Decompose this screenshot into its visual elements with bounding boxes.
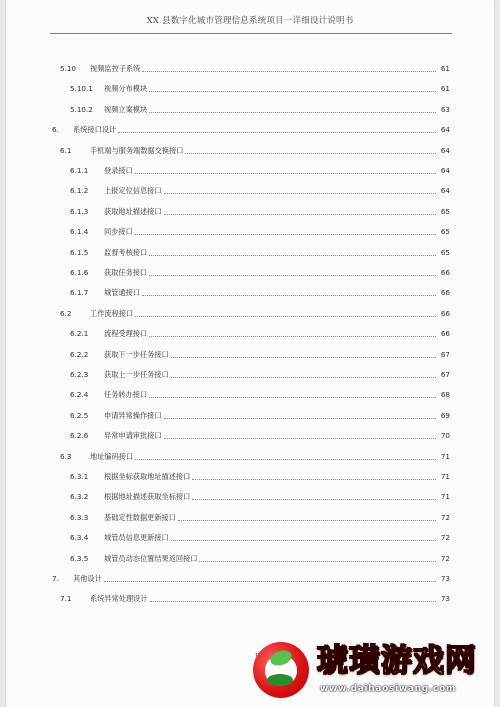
toc-entry-number: 5.10 bbox=[60, 64, 77, 73]
toc-entry-title: 城管通接口 bbox=[104, 288, 140, 298]
toc-entry-number: 6.2.4 bbox=[70, 390, 89, 400]
toc-leader-dots bbox=[192, 499, 436, 500]
toc-entry-number: 6.1.1 bbox=[70, 166, 89, 175]
watermark-url: www.daihaosiwang.com bbox=[320, 684, 457, 694]
toc-entry[interactable] bbox=[6, 166, 494, 180]
toc-entry[interactable] bbox=[6, 513, 494, 527]
toc-entry-page: 63 bbox=[440, 104, 450, 114]
toc-leader-dots bbox=[164, 214, 436, 215]
toc-entry[interactable] bbox=[6, 227, 494, 241]
toc-entry-number: 6.1.2 bbox=[70, 186, 89, 196]
toc-entry-number: 6.3.4 bbox=[70, 533, 89, 543]
page-header: XX 县数字化城市管理信息系统项目一详细设计说明书 bbox=[146, 16, 354, 26]
site-watermark bbox=[253, 642, 493, 704]
toc-entry-page: 66 bbox=[440, 288, 450, 298]
toc-entry-number: 6.2.3 bbox=[70, 370, 89, 379]
toc-entry-number: 5.10.2 bbox=[70, 104, 93, 114]
toc-entry-number: 6.2.6 bbox=[70, 431, 89, 441]
toc-leader-dots bbox=[164, 418, 436, 419]
watermark-logo-icon bbox=[253, 642, 309, 698]
toc-entry-page: 73 bbox=[440, 574, 450, 583]
toc-leader-dots bbox=[178, 520, 436, 521]
toc-entry-page: 61 bbox=[440, 64, 450, 73]
toc-entry-page: 67 bbox=[440, 349, 450, 359]
toc-entry-page: 67 bbox=[440, 370, 450, 379]
toc-entry[interactable] bbox=[6, 309, 494, 323]
toc-entry[interactable] bbox=[6, 329, 494, 343]
toc-entry-title: 根据坐标获取地址描述接口 bbox=[104, 472, 191, 481]
toc-entry-title: 获取上一步任务接口 bbox=[104, 370, 169, 379]
toc-entry[interactable] bbox=[6, 350, 494, 364]
toc-entry-page: 66 bbox=[440, 268, 450, 277]
toc-entry[interactable] bbox=[6, 452, 494, 466]
toc-entry-page: 64 bbox=[440, 145, 450, 155]
toc-entry[interactable] bbox=[6, 370, 494, 384]
toc-entry[interactable] bbox=[6, 554, 494, 568]
toc-entry-title: 获取地址描述接口 bbox=[104, 206, 162, 216]
toc-entry-title: 根据地址描述获取坐标接口 bbox=[104, 492, 191, 502]
toc-entry-title: 视频监控子系统 bbox=[90, 64, 141, 73]
toc-entry-number: 6.2.2 bbox=[70, 349, 89, 359]
toc-entry-number: 6.1.4 bbox=[70, 227, 89, 237]
toc-entry-page: 65 bbox=[440, 247, 450, 257]
toc-entry-page: 71 bbox=[440, 492, 450, 502]
toc-entry[interactable] bbox=[6, 431, 494, 445]
toc-leader-dots bbox=[142, 71, 436, 72]
toc-entry-number: 6.1.5 bbox=[70, 247, 89, 257]
toc-entry-page: 71 bbox=[440, 451, 450, 461]
toc-leader-dots bbox=[150, 601, 436, 602]
toc-entry-title: 登录接口 bbox=[104, 166, 133, 175]
toc-entry-title: 上报定位信息接口 bbox=[104, 186, 162, 196]
toc-entry-page: 65 bbox=[440, 227, 450, 237]
toc-entry-title: 工作流程接口 bbox=[90, 308, 134, 318]
toc-entry[interactable] bbox=[6, 105, 494, 119]
document-page bbox=[6, 0, 494, 707]
toc-leader-dots bbox=[192, 479, 436, 480]
toc-entry-title: 流程受理接口 bbox=[104, 329, 148, 339]
toc-entry-page: 71 bbox=[440, 472, 450, 481]
toc-entry[interactable] bbox=[6, 146, 494, 160]
toc-entry-title: 视频立案模块 bbox=[104, 104, 148, 114]
toc-entry-number: 6.3.5 bbox=[70, 553, 89, 563]
toc-leader-dots bbox=[171, 377, 436, 378]
toc-entry-number: 6.3.3 bbox=[70, 512, 89, 522]
toc-entry-page: 66 bbox=[440, 308, 450, 318]
toc-entry-title: 监督考核接口 bbox=[104, 247, 148, 257]
toc-entry-title: 视频分布模块 bbox=[104, 84, 148, 94]
toc-entry-page: 65 bbox=[440, 206, 450, 216]
toc-entry-number: 6.3 bbox=[60, 451, 72, 461]
toc-entry-title: 其他设计 bbox=[73, 574, 102, 583]
toc-entry[interactable] bbox=[6, 248, 494, 262]
toc-leader-dots bbox=[142, 295, 436, 296]
toc-leader-dots bbox=[135, 173, 436, 174]
toc-entry[interactable] bbox=[6, 594, 494, 608]
toc-entry-number: 6.3.2 bbox=[70, 492, 89, 502]
toc-leader-dots bbox=[164, 193, 436, 194]
toc-entry-page: 68 bbox=[440, 390, 450, 400]
toc-leader-dots bbox=[135, 459, 436, 460]
toc-entry[interactable] bbox=[6, 390, 494, 404]
toc-entry[interactable] bbox=[6, 207, 494, 221]
toc-entry[interactable] bbox=[6, 492, 494, 506]
toc-entry-title: 获取下一步任务接口 bbox=[104, 349, 169, 359]
toc-entry[interactable] bbox=[6, 288, 494, 302]
toc-entry-title: 基础定性数据更新接口 bbox=[104, 512, 176, 522]
toc-entry-title: 系统异常处理设计 bbox=[90, 594, 148, 604]
toc-entry[interactable] bbox=[6, 125, 494, 139]
toc-entry-title: 城管员动态位置结果返回接口 bbox=[104, 553, 198, 563]
toc-entry-title: 异常申请审批接口 bbox=[104, 431, 162, 441]
toc-entry-number: 6.1.7 bbox=[70, 288, 89, 298]
toc-entry-page: 61 bbox=[440, 84, 450, 94]
toc-entry[interactable] bbox=[6, 472, 494, 486]
toc-entry-page: 73 bbox=[440, 594, 450, 604]
watermark-brand: 琥璜游戏网 bbox=[317, 643, 477, 679]
toc-leader-dots bbox=[199, 561, 436, 562]
toc-entry-title: 任务转办接口 bbox=[104, 390, 148, 400]
toc-leader-dots bbox=[104, 581, 436, 582]
table-of-contents bbox=[6, 0, 494, 707]
toc-entry-page: 64 bbox=[440, 125, 450, 135]
toc-entry-title: 系统接口设计 bbox=[73, 125, 117, 135]
toc-entry-number: 6.1.6 bbox=[70, 268, 89, 277]
toc-leader-dots bbox=[149, 275, 436, 276]
toc-entry-number: 6.2.1 bbox=[70, 329, 89, 339]
toc-leader-dots bbox=[149, 91, 436, 92]
toc-leader-dots bbox=[164, 438, 436, 439]
toc-entry-page: 66 bbox=[440, 329, 450, 339]
toc-entry-number: 6.1 bbox=[60, 145, 72, 155]
toc-leader-dots bbox=[149, 255, 436, 256]
toc-entry-page: 72 bbox=[440, 512, 450, 522]
toc-entry-title: 手机端与服务端数据交换接口 bbox=[90, 145, 184, 155]
toc-entry-page: 72 bbox=[440, 533, 450, 543]
toc-entry-page: 72 bbox=[440, 553, 450, 563]
toc-entry-number: 5.10.1 bbox=[70, 84, 93, 94]
toc-entry-title: 城管员信息更新接口 bbox=[104, 533, 169, 543]
toc-entry[interactable] bbox=[6, 411, 494, 425]
toc-entry-number: 7.1 bbox=[60, 594, 72, 604]
toc-entry-title: 获取任务接口 bbox=[104, 268, 148, 277]
toc-leader-dots bbox=[171, 540, 436, 541]
toc-entry[interactable] bbox=[6, 268, 494, 282]
toc-entry-page: 69 bbox=[440, 410, 450, 420]
toc-entry[interactable] bbox=[6, 186, 494, 200]
toc-leader-dots bbox=[118, 132, 436, 133]
toc-entry-page: 64 bbox=[440, 166, 450, 175]
toc-entry-title: 同步接口 bbox=[104, 227, 133, 237]
toc-entry-number: 6.3.1 bbox=[70, 472, 89, 481]
toc-entry[interactable] bbox=[6, 574, 494, 588]
toc-leader-dots bbox=[149, 336, 436, 337]
toc-entry[interactable] bbox=[6, 84, 494, 98]
toc-entry-title: 地址编码接口 bbox=[90, 451, 134, 461]
toc-leader-dots bbox=[185, 153, 436, 154]
toc-entry-number: 6.2 bbox=[60, 308, 72, 318]
toc-entry-number: 6. bbox=[52, 125, 59, 135]
toc-entry-number: 6.2.5 bbox=[70, 410, 89, 420]
toc-leader-dots bbox=[171, 357, 436, 358]
toc-entry-number: 6.1.3 bbox=[70, 206, 89, 216]
toc-leader-dots bbox=[135, 316, 436, 317]
toc-entry[interactable] bbox=[6, 64, 494, 78]
toc-entry-number: 7. bbox=[52, 574, 59, 583]
toc-leader-dots bbox=[135, 234, 436, 235]
toc-entry-page: 64 bbox=[440, 186, 450, 196]
toc-leader-dots bbox=[149, 112, 436, 113]
toc-leader-dots bbox=[149, 397, 436, 398]
toc-entry-title: 申请异常操作接口 bbox=[104, 410, 162, 420]
toc-entry-page: 70 bbox=[440, 431, 450, 441]
toc-entry[interactable] bbox=[6, 533, 494, 547]
